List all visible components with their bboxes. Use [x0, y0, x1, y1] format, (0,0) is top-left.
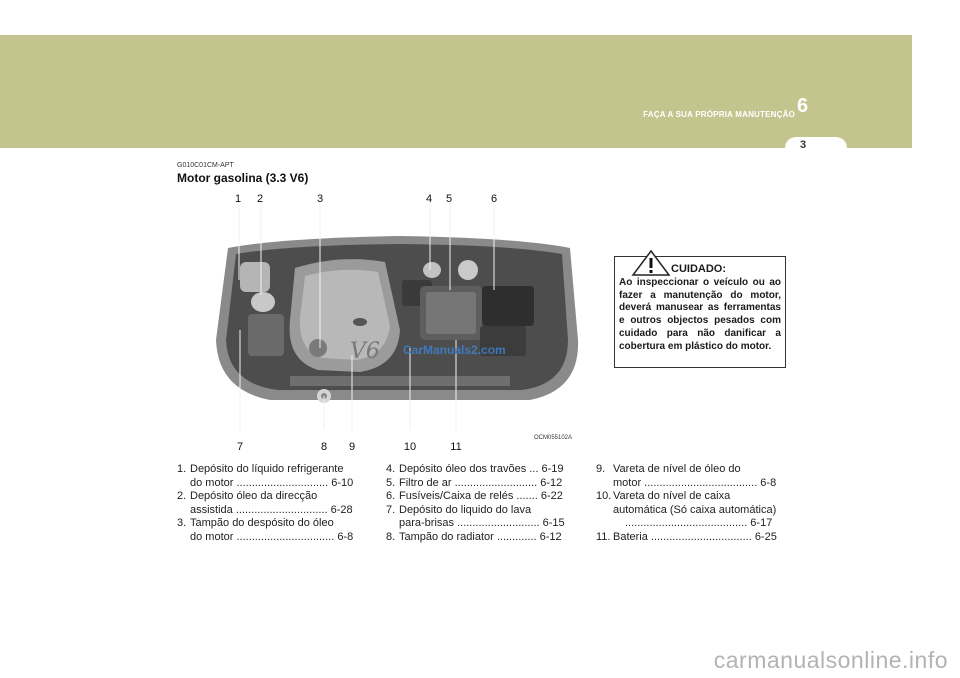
list-item-number: 3.: [177, 517, 187, 530]
figure-code: OCM055102A: [534, 435, 573, 441]
list-item: [386, 463, 576, 477]
list-item-subtext: automática (Só caixa automática): [613, 503, 777, 516]
caution-title: CUIDADO:: [671, 263, 726, 275]
list-item-number: 1.: [177, 463, 187, 475]
chapter-title: FAÇA A SUA PRÓPRIA MANUTENÇÃO: [643, 110, 795, 119]
list-item-text: Tampão do radiator ............. 6-12: [399, 530, 562, 543]
callout-5: 5: [445, 193, 453, 205]
list-item-text: Depósito do liquido do lava: [399, 503, 532, 516]
section-title: Motor gasolina (3.3 V6): [177, 171, 309, 185]
list-item: [596, 463, 786, 490]
callout-4: 4: [425, 193, 433, 205]
figure-watermark: CarManuals2.com: [403, 343, 506, 357]
list-item: [386, 531, 576, 545]
list-item-text: Bateria ................................. 6-25: [613, 530, 777, 543]
list-item-number: 5.: [386, 476, 396, 489]
list-item-number: 4.: [386, 463, 396, 475]
list-item-number: 9.: [596, 463, 606, 475]
callout-8: 8: [320, 441, 328, 453]
list-item: [596, 531, 786, 545]
list-item-number: 7.: [386, 503, 396, 516]
list-item-page: do motor .............................. 6-10: [190, 476, 354, 489]
list-item-text: Depósito óleo da direcção: [190, 490, 318, 503]
list-item-text: Depósito óleo dos travões ... 6-19: [399, 463, 564, 475]
list-item: [177, 490, 362, 517]
list-item: [596, 490, 786, 531]
page-number: 3: [799, 139, 807, 151]
list-item-page: para-brisas ........................... 6-15: [399, 517, 565, 530]
list-item: [386, 477, 576, 491]
list-item-text: Fusíveis/Caixa de relés ....... 6-22: [399, 490, 563, 503]
list-item-page: ........................................ 6-17: [625, 517, 773, 530]
callout-11: 11: [450, 441, 462, 453]
list-item-page: assistida .............................. 6-28: [190, 503, 353, 516]
engine-bay-figure: [200, 190, 595, 450]
footer-watermark: carmanualsonline.info: [713, 647, 948, 673]
parts-list-mid: [386, 463, 576, 545]
caution-body: Ao inspeccionar o veículo ou ao fazer a manutenção do motor, deverá manusear as ferramentas e outros objectos pesados com cuidado para não danificar a cobertura em plástico do motor.: [619, 277, 781, 352]
list-item-number: 2.: [177, 490, 187, 503]
list-item-text: Vareta do nível de caixa: [613, 490, 731, 503]
list-item: [177, 517, 362, 544]
parts-list-right: [596, 463, 786, 545]
parts-list-left: [177, 463, 362, 545]
callout-7: 7: [236, 441, 244, 453]
list-item-text: Vareta de nível de óleo do: [613, 463, 741, 475]
header-band: [0, 35, 912, 148]
section-code: G010C01CM-APT: [177, 162, 234, 169]
callout-1: 1: [234, 193, 242, 205]
list-item-text: Filtro de ar ........................... 6-12: [399, 476, 563, 489]
caution-box: [614, 256, 786, 368]
callout-10: 10: [403, 441, 417, 453]
list-item-number: 11.: [596, 530, 611, 543]
list-item-text: Tampão do despósito do óleo: [190, 517, 334, 530]
list-item-number: 6.: [386, 490, 396, 503]
callout-6: 6: [490, 193, 498, 205]
list-item: [386, 504, 576, 531]
svg-text:V6: V6: [350, 339, 380, 364]
callout-2: 2: [256, 193, 264, 205]
list-item-page: do motor ................................ 6-8: [190, 530, 354, 543]
warning-triangle-icon: [631, 249, 671, 277]
list-item: [386, 490, 576, 504]
list-item: [177, 463, 362, 490]
chapter-number: 6: [797, 95, 809, 117]
list-item-number: 8.: [386, 530, 396, 543]
list-item-text: Depósito do líquido refrigerante: [190, 463, 344, 475]
callout-3: 3: [316, 193, 324, 205]
list-item-number: 10.: [596, 490, 612, 503]
callout-9: 9: [348, 441, 356, 453]
list-item-page: motor ..................................... 6-8: [613, 476, 777, 489]
